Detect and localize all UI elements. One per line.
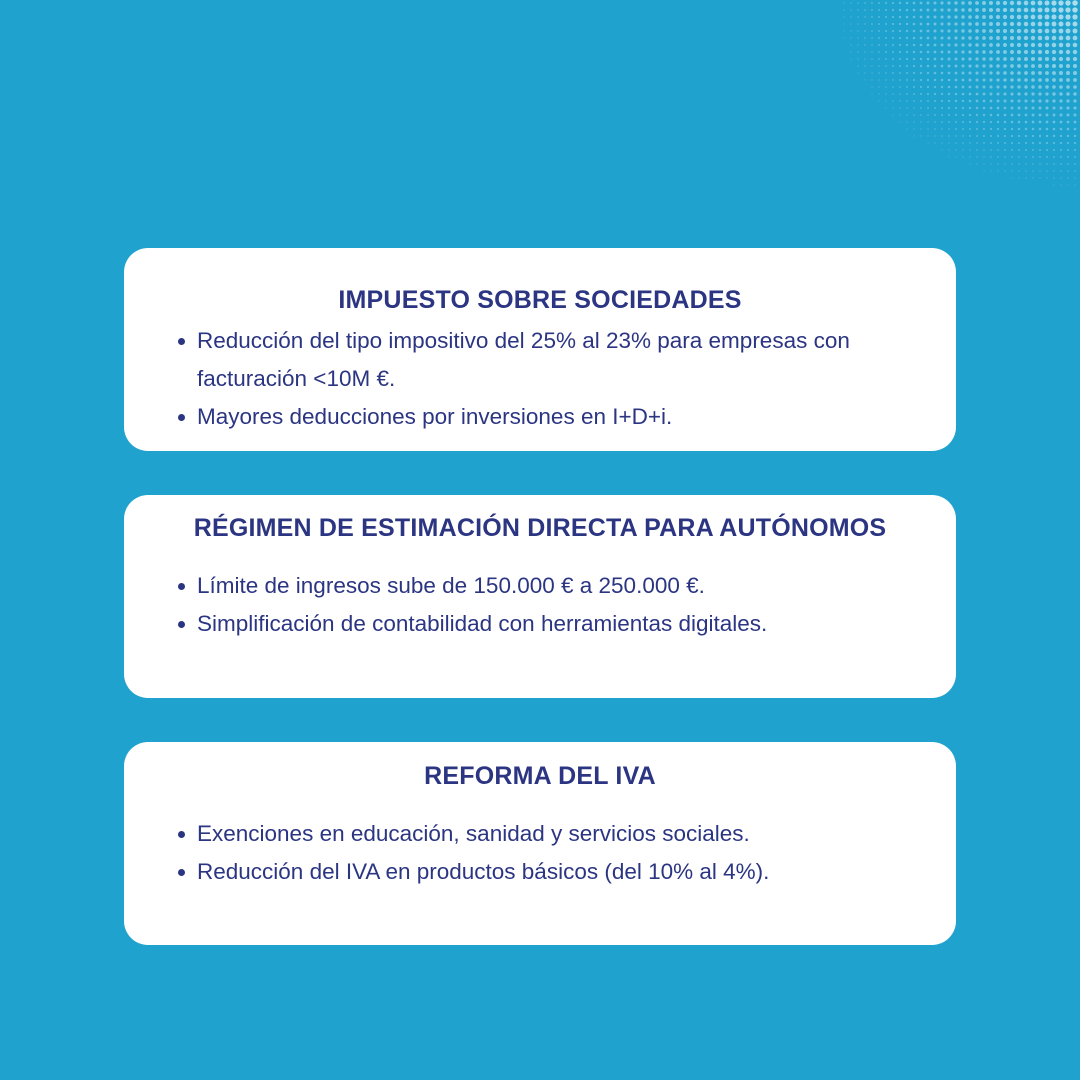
card-title: REFORMA DEL IVA [424, 762, 656, 790]
list-item: Simplificación de contabilidad con herramientas digitales. [177, 605, 916, 643]
bullet-list [177, 322, 916, 436]
list-item: Reducción del IVA en productos básicos (del 10% al 4%). [177, 853, 916, 891]
list-item: Exenciones en educación, sanidad y servicios sociales. [177, 815, 916, 853]
card-title: RÉGIMEN DE ESTIMACIÓN DIRECTA PARA AUTÓNOMOS [193, 514, 887, 542]
list-item: Reducción del tipo impositivo del 25% al 23% para empresas con facturación <10M €. [177, 322, 916, 398]
halftone-dots-decoration [820, 0, 1080, 200]
list-item: Mayores deducciones por inversiones en I+D+i. [177, 398, 916, 436]
card-impuesto-sociedades [124, 248, 956, 451]
bullet-list [177, 815, 916, 891]
card-title: IMPUESTO SOBRE SOCIEDADES [338, 286, 742, 314]
bullet-list [177, 567, 916, 643]
list-item: Límite de ingresos sube de 150.000 € a 250.000 €. [177, 567, 916, 605]
card-regimen-autonomos [124, 495, 956, 698]
card-reforma-iva [124, 742, 956, 945]
